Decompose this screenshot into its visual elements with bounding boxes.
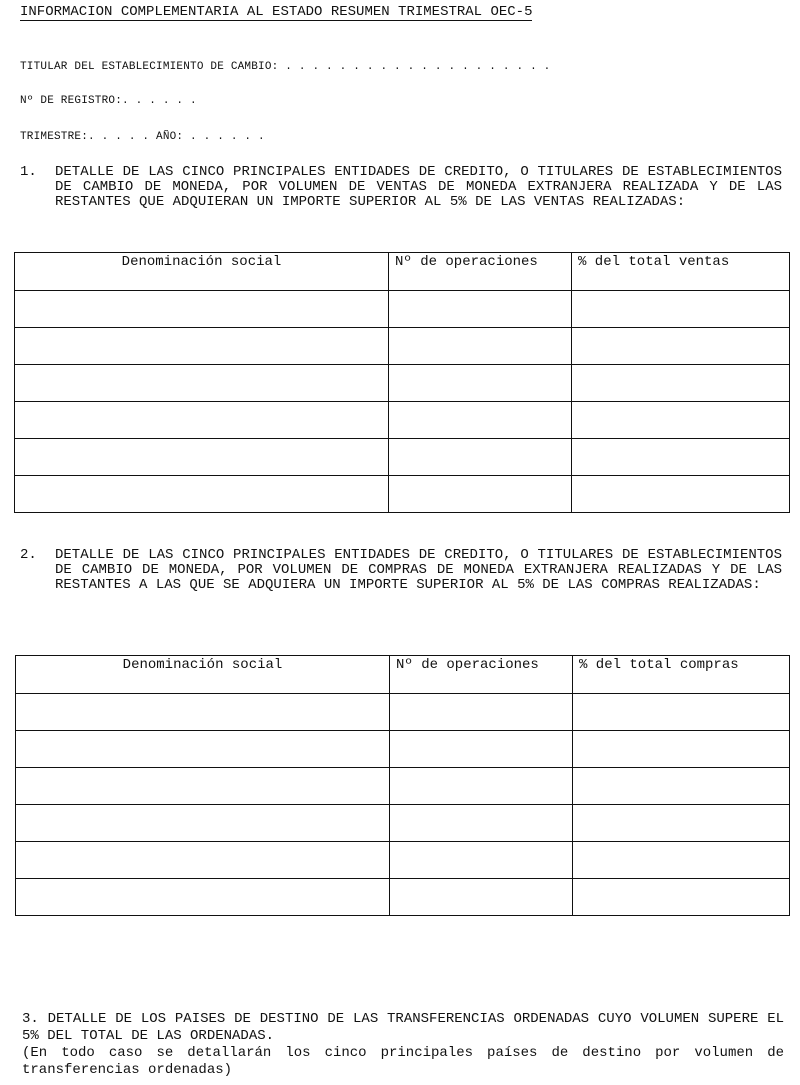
table-row (16, 694, 790, 731)
section-3 (22, 1011, 784, 1079)
section-2-body: DETALLE DE LAS CINCO PRINCIPALES ENTIDADES DE CREDITO, O TITULARES DE ESTABLECIMIENTOS DE CAMBIO DE MONEDA, POR VOLUMEN DE COMPRAS DE MONEDA EXTRANJERA REALIZADAS Y DE LAS RESTANTES A LAS QUE SE ADQUIERA UN IMPORTE SUPERIOR AL 5% DE LAS COMPRAS REALIZADAS: (55, 547, 782, 593)
header-operaciones: Nº de operaciones (389, 253, 572, 291)
section-2-number: 2. (20, 547, 37, 563)
table-cell[interactable] (390, 731, 573, 768)
table-cell[interactable] (572, 439, 790, 476)
compras-table (15, 655, 790, 916)
table-cell[interactable] (390, 694, 573, 731)
section-1-text (20, 165, 782, 210)
table-cell[interactable] (572, 402, 790, 439)
ventas-table (14, 252, 790, 513)
table-cell[interactable] (390, 842, 573, 879)
ventas-table-header (15, 253, 790, 291)
header-total-compras: % del total compras (573, 656, 790, 694)
table-row (16, 842, 790, 879)
table-cell[interactable] (573, 768, 790, 805)
section-1-number: 1. (20, 164, 37, 180)
document-title: INFORMACION COMPLEMENTARIA AL ESTADO RESUMEN TRIMESTRAL OEC-5 (20, 4, 533, 20)
table-row (15, 365, 790, 402)
table-row (16, 768, 790, 805)
table-cell[interactable] (16, 768, 390, 805)
table-row (16, 805, 790, 842)
table-cell[interactable] (16, 842, 390, 879)
table-cell[interactable] (389, 476, 572, 513)
table-cell[interactable] (573, 694, 790, 731)
table-cell[interactable] (572, 365, 790, 402)
table-cell[interactable] (390, 768, 573, 805)
header-denominacion: Denominación social (15, 253, 389, 291)
table-row (15, 328, 790, 365)
table-cell[interactable] (15, 365, 389, 402)
table-row (16, 731, 790, 768)
table-cell[interactable] (16, 879, 390, 916)
table-cell[interactable] (573, 805, 790, 842)
section-2-text (20, 548, 782, 593)
table-cell[interactable] (390, 805, 573, 842)
section-3-text: 3. DETALLE DE LOS PAISES DE DESTINO DE LAS TRANSFERENCIAS ORDENADAS CUYO VOLUMEN SUPERE EL 5% DEL TOTAL DE LAS ORDENADAS. (22, 1011, 784, 1044)
table-cell[interactable] (572, 476, 790, 513)
registro-field: Nº DE REGISTRO:. . . . . . (20, 95, 197, 107)
table-row (15, 476, 790, 513)
header-total-ventas: % del total ventas (572, 253, 790, 291)
table-cell[interactable] (15, 439, 389, 476)
table-cell[interactable] (16, 731, 390, 768)
table-cell[interactable] (389, 365, 572, 402)
table-cell[interactable] (390, 879, 573, 916)
trimestre-field: TRIMESTRE:. . . . . AÑO: . . . . . . (20, 131, 265, 143)
table-cell[interactable] (573, 731, 790, 768)
table-row (15, 439, 790, 476)
section-1-body: DETALLE DE LAS CINCO PRINCIPALES ENTIDADES DE CREDITO, O TITULARES DE ESTABLECIMIENTOS DE CAMBIO DE MONEDA, POR VOLUMEN DE VENTAS DE MONEDA EXTRANJERA REALIZADA Y DE LAS RESTANTES QUE ADQUIERAN UN IMPORTE SUPERIOR AL 5% DE LAS VENTAS REALIZADAS: (55, 164, 782, 210)
table-row (16, 879, 790, 916)
table-cell[interactable] (572, 328, 790, 365)
table-cell[interactable] (389, 439, 572, 476)
header-operaciones: Nº de operaciones (390, 656, 573, 694)
table-cell[interactable] (389, 402, 572, 439)
table-cell[interactable] (573, 879, 790, 916)
table-cell[interactable] (15, 476, 389, 513)
table-cell[interactable] (15, 328, 389, 365)
table-cell[interactable] (573, 842, 790, 879)
table-cell[interactable] (15, 291, 389, 328)
titular-field: TITULAR DEL ESTABLECIMIENTO DE CAMBIO: . . . . . . . . . . . . . . . . . . . . (20, 61, 551, 73)
table-cell[interactable] (572, 291, 790, 328)
header-denominacion: Denominación social (16, 656, 390, 694)
table-row (15, 291, 790, 328)
table-row (15, 402, 790, 439)
table-cell[interactable] (16, 694, 390, 731)
table-cell[interactable] (389, 291, 572, 328)
table-cell[interactable] (389, 328, 572, 365)
table-cell[interactable] (16, 805, 390, 842)
compras-table-header (16, 656, 790, 694)
table-cell[interactable] (15, 402, 389, 439)
section-3-note: (En todo caso se detallarán los cinco principales países de destino por volumen de transferencias ordenadas) (22, 1045, 784, 1078)
